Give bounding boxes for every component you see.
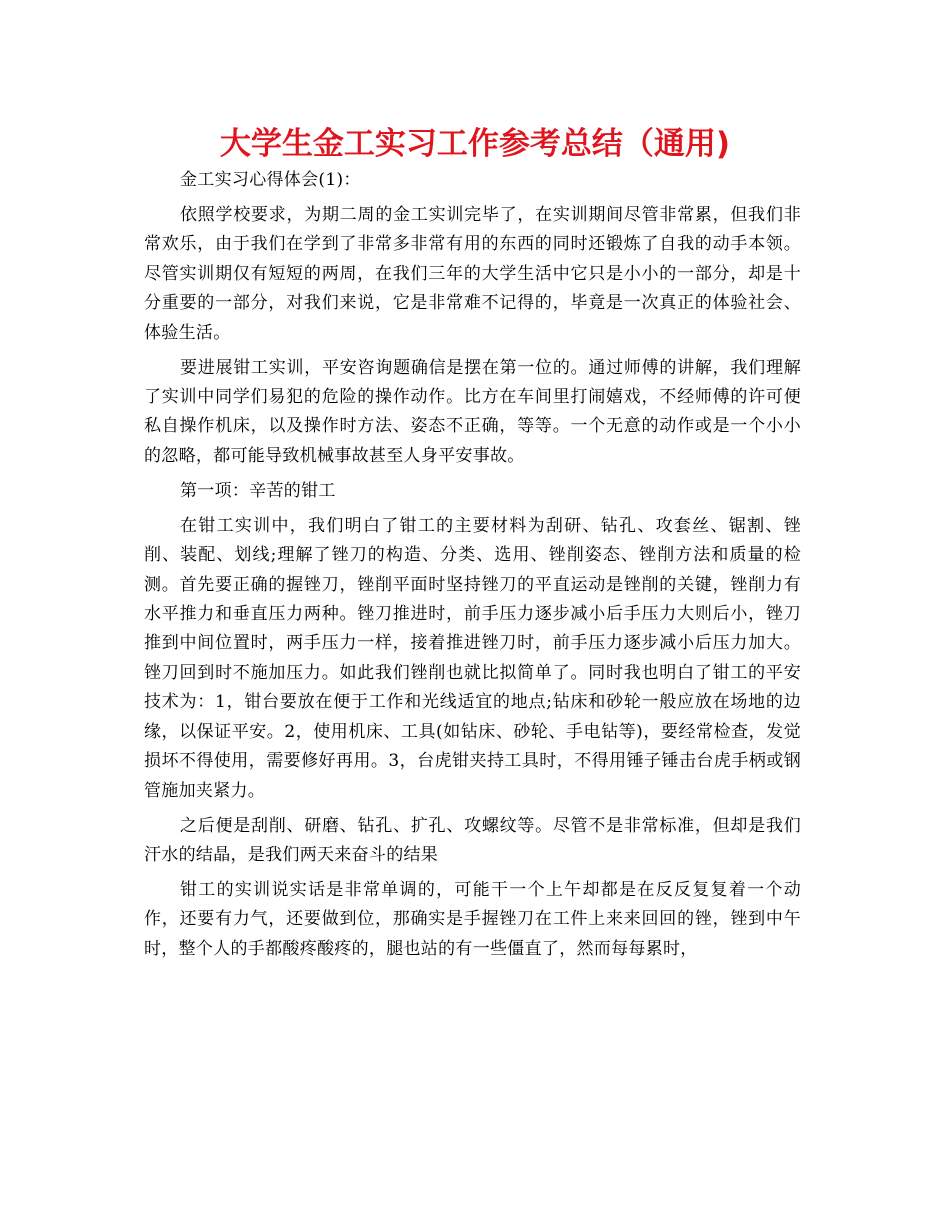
paragraph-fitter-details: 在钳工实训中，我们明白了钳工的主要材料为刮研、钻孔、攻套丝、锯割、锉削、装配、划线;理解了锉刀的构造、分类、选用、锉削姿态、锉削方法和质量的检测。首先要正确的握锉刀，锉削平面时坚持锉刀的平直运动是锉削的关键，锉削力有水平推力和垂直压力两种。锉刀推进时，前手压力逐步减小后手压力大则后小，锉刀推到中间位置时，两手压力一样，接着推进锉刀时，前手压力逐步减小后压力加大。锉刀回到时不施加压力。如此我们锉削也就比拟简单了。同时我也明白了钳工的平安技术为：1，钳台要放在便于工作和光线适宜的地点;钻床和砂轮一般应放在场地的边缘，以保证平安。2，使用机床、工具(如钻床、砂轮、手电钻等)，要经常检查，发觉损坏不得使用，需要修好再用。3，台虎钳夹持工具时，不得用锤子锤击台虎手柄或钢管施加夹紧力。	[144, 515, 801, 801]
paragraph-section-heading: 第一项：辛苦的钳工	[180, 480, 336, 501]
document-body	[144, 166, 801, 970]
paragraph-safety: 要进展钳工实训，平安咨询题确信是摆在第一位的。通过师傅的讲解，我们理解了实训中同学们易犯的危险的操作动作。比方在车间里打闹嬉戏，不经师傅的许可便私自操作机床，以及操作时方法、姿态不正确，等等。一个无意的动作或是一个小小的忽略，都可能导致机械事故甚至人身平安事故。	[144, 357, 801, 466]
paragraph-intro: 依照学校要求，为期二周的金工实训完毕了，在实训期间尽管非常累，但我们非常欢乐，由于我们在学到了非常多非常有用的东西的同时还锻炼了自我的动手本领。尽管实训期仅有短短的两周，在我们三年的大学生活中它只是小小的一部分，却是十分重要的一部分，对我们来说，它是非常难不记得的，毕竟是一次真正的体验社会、体验生活。	[144, 205, 801, 343]
paragraph-heading-1: 金工实习心得体会(1)：	[180, 170, 361, 190]
paragraph-later-tasks: 之后便是刮削、研磨、钻孔、扩孔、攻螺纹等。尽管不是非常标准，但却是我们汗水的结晶，是我们两天来奋斗的结果	[144, 815, 801, 865]
document-title: 大学生金工实习工作参考总结（通用)	[219, 126, 731, 162]
paragraph-experience: 钳工的实训说实话是非常单调的，可能干一个上午却都是在反反复复着一个动作，还要有力气，还要做到位，那确实是手握锉刀在工件上来来回回的锉，锉到中午时，整个人的手都酸疼酸疼的，腿也站的有一些僵直了，然而每每累时，	[144, 879, 801, 959]
